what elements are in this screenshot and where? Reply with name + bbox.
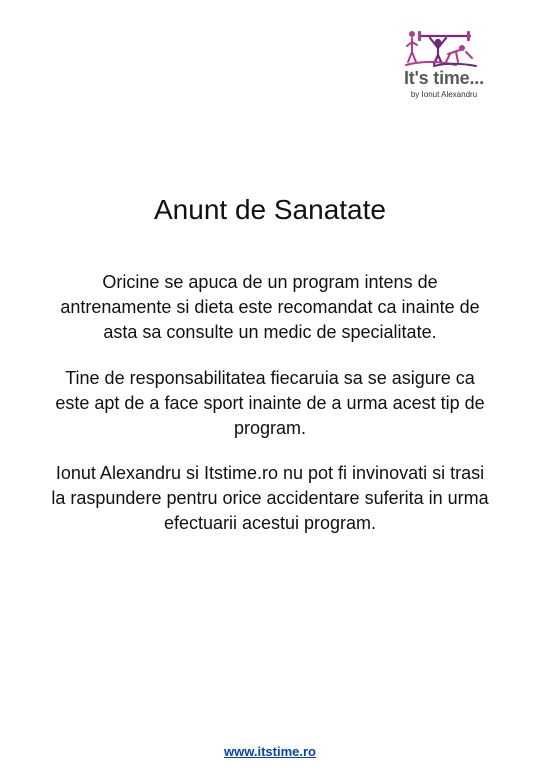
logo-title: It's time...	[404, 68, 484, 88]
page-title: Anunt de Sanatate	[154, 194, 386, 225]
disclaimer-paragraph-1: Oricine se apuca de un program intens de antrenamente si dieta este recomandat ca inainte de asta sa consulte un medic de specialitate.	[60, 272, 480, 342]
brand-logo	[394, 16, 494, 102]
website-link[interactable]: www.itstime.ro	[224, 744, 316, 759]
logo-subtitle: by Ionut Alexandru	[410, 90, 478, 99]
disclaimer-paragraph-2: Tine de responsabilitatea fiecaruia sa se asigure ca este apt de a face sport inainte de a urma acest tip de program.	[55, 368, 485, 438]
disclaimer-paragraph-3: Ionut Alexandru si Itstime.ro nu pot fi invinovati si trasi la raspundere pentru orice accidentare suferita in urma efectuarii acestui program.	[51, 463, 489, 533]
weightlifting-people-logo-icon	[404, 24, 480, 68]
